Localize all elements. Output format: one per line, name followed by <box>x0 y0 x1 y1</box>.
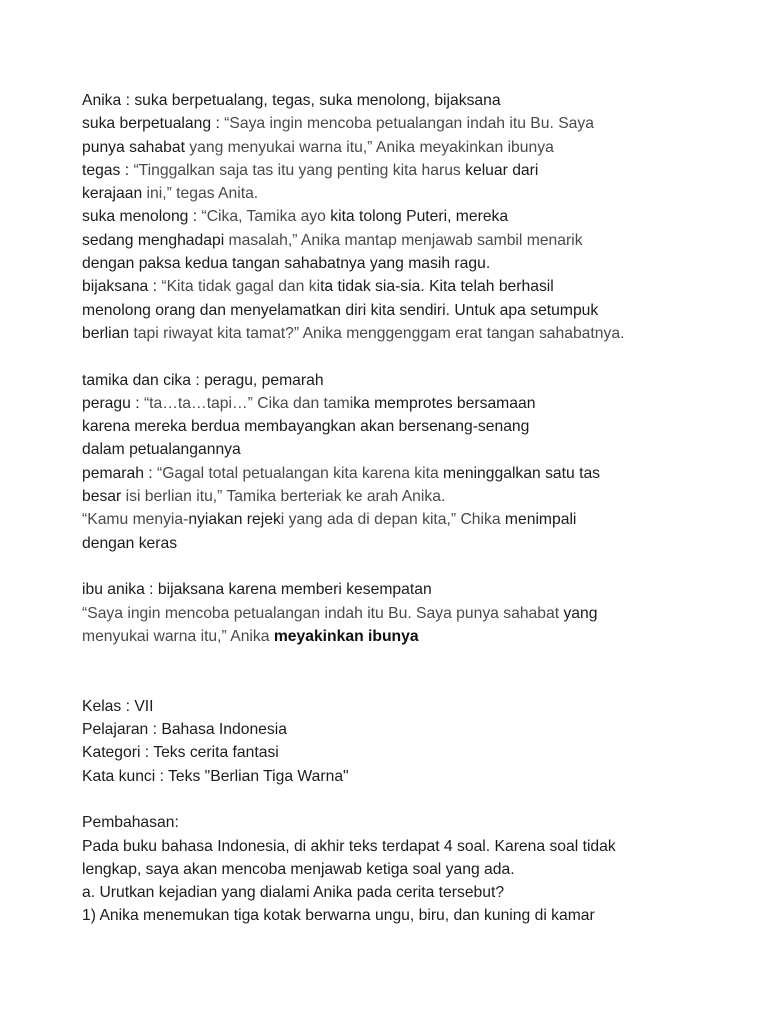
blank-line <box>82 345 722 368</box>
text-line <box>82 159 722 182</box>
text-segment: ibu anika : bijaksana karena memberi kesempatan <box>82 581 432 599</box>
text-segment: “Saya ingin mencoba petualangan indah itu Bu. Saya <box>224 115 594 133</box>
text-segment: bijaksana : <box>82 278 162 296</box>
text-line <box>82 392 722 415</box>
text-segment: dengan keras <box>82 534 178 552</box>
text-segment: Kata kunci : Teks "Berlian Tiga Warna" <box>82 767 349 785</box>
text-segment: dengan paksa kedua tangan sahabatnya yang masih ragu. <box>82 255 491 273</box>
text-segment: peragu : <box>82 394 144 412</box>
text-line <box>82 881 722 904</box>
text-line <box>82 182 722 205</box>
text-line <box>82 136 722 159</box>
text-segment: “ta…ta…tapi…” Cika dan tami <box>143 394 354 412</box>
text-line <box>82 485 722 508</box>
text-segment: Kategori : Teks cerita fantasi <box>82 744 279 762</box>
text-line <box>82 252 722 275</box>
text-line <box>82 718 722 741</box>
text-line <box>82 858 722 881</box>
document-body <box>82 89 722 928</box>
text-line <box>82 741 722 764</box>
text-line <box>82 462 722 485</box>
text-line <box>82 765 722 788</box>
text-segment: keluar dari <box>465 161 539 179</box>
text-segment: a. Urutkan kejadian yang dialami Anika pada cerita tersebut? <box>82 884 505 902</box>
text-segment: Pelajaran : Bahasa Indonesia <box>82 721 287 739</box>
text-segment: Anika : suka berpetualang, tegas, suka menolong, bijaksana <box>82 92 501 109</box>
text-line <box>82 811 722 834</box>
text-line <box>82 89 722 112</box>
text-segment: 1) Anika menemukan tiga kotak berwarna ungu, biru, dan kuning di kamar <box>82 907 595 925</box>
text-segment: ini,” tegas Anita. <box>142 185 259 203</box>
text-segment: pemarah : <box>82 464 157 482</box>
text-line <box>82 369 722 392</box>
text-line <box>82 229 722 252</box>
text-line <box>82 205 722 228</box>
text-segment: yang <box>563 604 598 622</box>
text-segment: karena mereka berdua membayangkan akan bersenang-senang <box>82 418 530 436</box>
text-segment: kerajaan <box>82 185 143 203</box>
text-line <box>82 299 722 322</box>
text-line <box>82 602 722 625</box>
text-segment: “Kita tidak gagal dan ki <box>161 278 321 296</box>
text-segment: isi berlian itu,” Tamika berteriak ke arah Anika. <box>121 488 446 506</box>
text-segment: berlian <box>82 324 130 342</box>
text-segment: menolong orang dan menyelamatkan diri kita sendiri. Untuk apa setumpuk <box>82 301 599 319</box>
text-segment: yang menyukai warna itu,” Anika meyakinkan ibunya <box>184 138 554 156</box>
text-segment: menyukai warna itu,” Anika <box>82 627 274 645</box>
text-line <box>82 625 722 648</box>
text-line <box>82 578 722 601</box>
blank-line <box>82 671 722 694</box>
text-segment: kita tolong Puteri, mereka <box>330 208 509 226</box>
text-segment: meyakinkan ibunya <box>273 627 419 645</box>
text-segment: tapi riwayat kita tamat?” Anika menggenggam erat tangan sahabatnya. <box>129 324 625 342</box>
text-segment: Kelas : VII <box>82 697 154 715</box>
text-segment: “Tinggalkan saja tas itu yang penting kita harus <box>133 161 466 179</box>
text-line <box>82 835 722 858</box>
text-segment: ta tidak sia-sia. Kita telah berhasil <box>320 278 554 296</box>
text-line <box>82 695 722 718</box>
text-segment: masalah,” Anika mantap menjawab sambil menarik <box>224 231 583 249</box>
text-line <box>82 322 722 345</box>
text-segment: “Cika, Tamika ayo <box>201 208 331 226</box>
blank-line <box>82 555 722 578</box>
text-segment: “Kamu menyia- <box>82 511 189 529</box>
text-segment: Pada buku bahasa Indonesia, di akhir teks terdapat 4 soal. Karena soal tidak <box>82 837 616 855</box>
text-line <box>82 508 722 531</box>
text-segment: tamika dan cika : peragu, pemarah <box>82 371 324 389</box>
text-segment: “Saya ingin mencoba petualangan indah itu Bu. Saya punya sahabat <box>82 604 564 622</box>
blank-line <box>82 788 722 811</box>
text-segment: sedang menghadapi <box>82 231 225 249</box>
text-segment: menimpali <box>504 511 577 529</box>
text-segment: ka memprotes bersamaan <box>353 394 536 412</box>
text-segment: suka berpetualang : <box>82 115 225 133</box>
text-line <box>82 275 722 298</box>
blank-line <box>82 648 722 671</box>
text-segment: suka menolong : <box>82 208 202 226</box>
text-segment: besar <box>82 488 122 506</box>
text-line <box>82 438 722 461</box>
text-segment: lengkap, saya akan mencoba menjawab ketiga soal yang ada. <box>82 860 515 878</box>
text-line <box>82 112 722 135</box>
text-segment: i yang ada di depan kita,” Chika <box>280 511 505 529</box>
text-segment: meninggalkan satu tas <box>443 464 601 482</box>
text-line <box>82 415 722 438</box>
text-segment: punya sahabat <box>82 138 185 156</box>
text-segment: Pembahasan: <box>82 814 179 832</box>
text-segment: nyiakan rejek <box>188 511 281 529</box>
text-line <box>82 532 722 555</box>
text-segment: “Gagal total petualangan kita karena kita <box>157 464 444 482</box>
text-segment: tegas : <box>82 161 134 179</box>
text-segment: dalam petualangannya <box>82 441 241 459</box>
text-line <box>82 904 722 927</box>
